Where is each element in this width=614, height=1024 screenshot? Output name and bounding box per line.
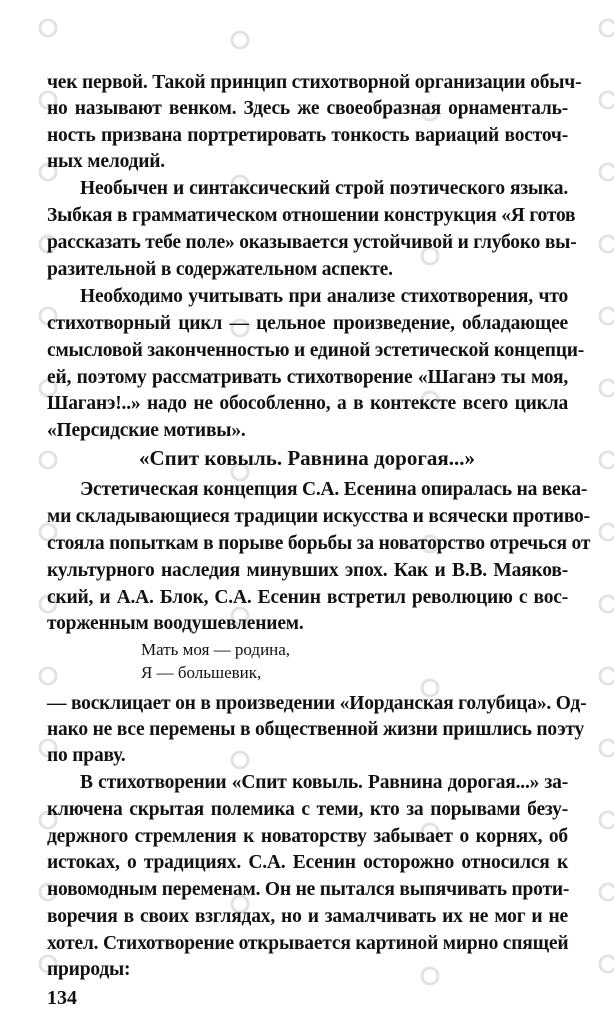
watermark-logo-icon <box>600 308 614 324</box>
text-line: истоках, о традициях. С.А. Есенин осторожно относился к <box>47 852 568 873</box>
watermark-logo-icon <box>600 596 614 612</box>
text-line: «Персидские мотивы». <box>47 420 246 441</box>
text-line: ных мелодий. <box>47 151 165 172</box>
text-line: рассказать тебе поле» оказывается устойчивой и глубоко вы- <box>47 232 577 253</box>
watermark-logo-icon <box>600 236 614 252</box>
text-line: ский, и А.А. Блок, С.А. Есенин встретил революцию с вос- <box>47 587 568 608</box>
watermark-logo-icon <box>232 32 248 48</box>
text-line: но называют венком. Здесь же своеобразная орнаменталь- <box>47 98 568 119</box>
text-line: Необычен и синтаксический строй поэтического языка. <box>80 178 568 199</box>
watermark-logo-icon <box>600 812 614 828</box>
text-line: ность призвана портретировать тонкость вариаций восточ- <box>47 125 568 146</box>
watermark-logo-icon <box>600 380 614 396</box>
text-line: новомодным переменам. Он не пытался выпячивать проти- <box>47 879 570 900</box>
text-line: смысловой законченностью и единой эстетической концепци- <box>47 340 585 361</box>
text-line: торженным воодушевлением. <box>47 613 304 634</box>
watermark-logo-icon <box>40 20 56 36</box>
text-line: — восклицает он в произведении «Иорданская голубица». Од- <box>47 693 587 714</box>
text-line: природы: <box>47 959 131 980</box>
text-line: Необходимо учитывать при анализе стихотворения, что <box>80 286 568 307</box>
text-line: культурного наследия минувших эпох. Как и В.В. Маяков- <box>47 560 568 581</box>
watermark-logo-icon <box>600 740 614 756</box>
text-line: воречия в своих взглядах, но и замалчивать их не мог и не <box>47 906 568 927</box>
page-number: 134 <box>47 987 77 1009</box>
text-line: В стихотворении «Спит ковыль. Равнина дорогая...» за- <box>80 772 568 793</box>
text-line: Эстетическая концепция С.А. Есенина опиралась на века- <box>80 479 588 500</box>
text-line: стихотворный цикл — цельное произведение, обладающее <box>47 313 568 334</box>
text-line: разительной в содержательном аспекте. <box>47 259 393 280</box>
watermark-logo-icon <box>600 668 614 684</box>
poem-line: Я — большевик, <box>141 663 262 682</box>
watermark-logo-icon <box>600 164 614 180</box>
text-line: нако не все перемены в общественной жизни пришлись поэту <box>47 719 585 740</box>
text-line: держного стремления к новаторству забывает о корнях, об <box>47 826 568 847</box>
watermark-logo-icon <box>600 92 614 108</box>
text-line: ми складывающиеся традиции искусства и всячески противо- <box>47 506 590 527</box>
text-line: по праву. <box>47 745 126 766</box>
text-line: Зыбкая в грамматическом отношении конструкция «Я готов <box>47 205 576 226</box>
watermark-logo-icon <box>40 668 56 684</box>
poem-line: Мать моя — родина, <box>141 640 291 659</box>
watermark-logo-icon <box>600 524 614 540</box>
text-line: ей, поэтому рассматривать стихотворение «Шаганэ ты моя, <box>47 367 568 388</box>
text-line: Шаганэ!..» надо не обособленно, а в контексте всего цикла <box>47 393 568 414</box>
watermark-logo-icon <box>600 884 614 900</box>
text-line: стояла попыткам в порыве борьбы за новаторство отречься от <box>47 533 591 554</box>
text-line: хотел. Стихотворение открывается картиной мирно спящей <box>47 933 569 954</box>
text-line: ключена скрытая полемика с теми, кто за порывами безу- <box>47 799 568 820</box>
watermark-logo-icon <box>600 20 614 36</box>
watermark-logo-icon <box>600 956 614 972</box>
section-heading: «Спит ковыль. Равнина дорогая...» <box>138 446 476 470</box>
text-line: чек первой. Такой принцип стихотворной организации обыч- <box>47 72 582 93</box>
